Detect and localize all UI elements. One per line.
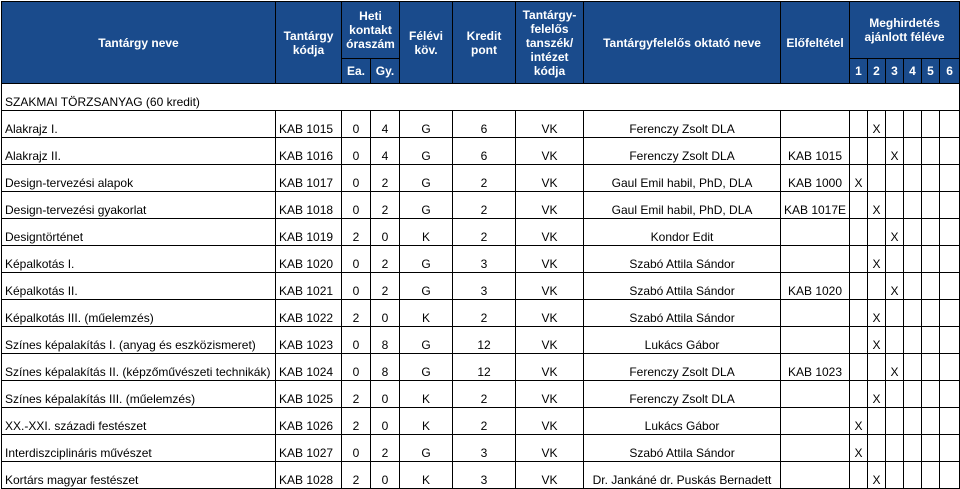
cell-semester-2: X xyxy=(868,246,886,273)
cell-credit: 2 xyxy=(453,408,516,435)
cell-eval: G xyxy=(400,111,453,138)
cell-semester-3 xyxy=(886,165,904,192)
cell-semester-6 xyxy=(940,165,960,192)
cell-semester-1 xyxy=(850,138,868,165)
cell-gy: 4 xyxy=(371,111,400,138)
table-row xyxy=(2,246,960,273)
cell-code: KAB 1017 xyxy=(276,165,342,192)
cell-semester-2: X xyxy=(868,192,886,219)
cell-teacher: Lukács Gábor xyxy=(584,408,781,435)
cell-ea: 2 xyxy=(342,462,371,489)
cell-teacher: Ferenczy Zsolt DLA xyxy=(584,354,781,381)
cell-dept: VK xyxy=(516,246,584,273)
cell-eval: G xyxy=(400,273,453,300)
cell-eval: K xyxy=(400,300,453,327)
cell-credit: 2 xyxy=(453,381,516,408)
cell-prereq xyxy=(781,327,850,354)
cell-semester-5 xyxy=(922,327,940,354)
header-teacher: Tantárgyfelelős oktató neve xyxy=(584,2,781,84)
cell-prereq: KAB 1015 xyxy=(781,138,850,165)
cell-name: Képalkotás II. xyxy=(2,273,276,300)
header-subject-name: Tantárgy neve xyxy=(2,2,276,84)
cell-eval: K xyxy=(400,381,453,408)
cell-gy: 0 xyxy=(371,408,400,435)
table-row xyxy=(2,138,960,165)
cell-name: Színes képalakítás I. (anyag és eszközismeret) xyxy=(2,327,276,354)
cell-semester-6 xyxy=(940,219,960,246)
header-sem-1: 1 xyxy=(850,59,868,84)
cell-semester-3 xyxy=(886,111,904,138)
section-title: SZAKMAI TÖRZSANYAG (60 kredit) xyxy=(2,84,960,111)
cell-gy: 0 xyxy=(371,219,400,246)
cell-name: Alakrajz I. xyxy=(2,111,276,138)
cell-semester-1: X xyxy=(850,165,868,192)
cell-credit: 6 xyxy=(453,138,516,165)
cell-semester-4 xyxy=(904,435,922,462)
cell-semester-1 xyxy=(850,219,868,246)
header-sem-4: 4 xyxy=(904,59,922,84)
cell-prereq xyxy=(781,111,850,138)
cell-name: Kortárs magyar festészet xyxy=(2,462,276,489)
cell-semester-4 xyxy=(904,192,922,219)
table-row xyxy=(2,111,960,138)
cell-name: Képalkotás I. xyxy=(2,246,276,273)
cell-name: XX.-XXI. századi festészet xyxy=(2,408,276,435)
cell-semester-3: X xyxy=(886,219,904,246)
cell-semester-6 xyxy=(940,246,960,273)
header-credit: Kredit pont xyxy=(453,2,516,84)
table-row xyxy=(2,354,960,381)
cell-ea: 2 xyxy=(342,219,371,246)
cell-credit: 12 xyxy=(453,354,516,381)
cell-code: KAB 1016 xyxy=(276,138,342,165)
cell-credit: 3 xyxy=(453,462,516,489)
table-row xyxy=(2,327,960,354)
cell-teacher: Ferenczy Zsolt DLA xyxy=(584,138,781,165)
cell-prereq xyxy=(781,381,850,408)
cell-teacher: Ferenczy Zsolt DLA xyxy=(584,381,781,408)
cell-gy: 0 xyxy=(371,300,400,327)
cell-semester-2: X xyxy=(868,381,886,408)
cell-code: KAB 1027 xyxy=(276,435,342,462)
cell-semester-5 xyxy=(922,138,940,165)
cell-semester-3 xyxy=(886,192,904,219)
cell-semester-6 xyxy=(940,111,960,138)
cell-semester-4 xyxy=(904,381,922,408)
cell-teacher: Gaul Emil habil, PhD, DLA xyxy=(584,165,781,192)
cell-dept: VK xyxy=(516,435,584,462)
cell-prereq xyxy=(781,219,850,246)
cell-credit: 3 xyxy=(453,273,516,300)
cell-eval: K xyxy=(400,462,453,489)
table-row xyxy=(2,408,960,435)
cell-name: Képalkotás III. (műelemzés) xyxy=(2,300,276,327)
cell-semester-4 xyxy=(904,300,922,327)
header-ea: Ea. xyxy=(342,59,371,84)
cell-ea: 0 xyxy=(342,354,371,381)
cell-credit: 3 xyxy=(453,435,516,462)
cell-semester-3 xyxy=(886,327,904,354)
cell-gy: 2 xyxy=(371,435,400,462)
cell-eval: G xyxy=(400,192,453,219)
header-gy: Gy. xyxy=(371,59,400,84)
cell-semester-2: X xyxy=(868,327,886,354)
cell-code: KAB 1026 xyxy=(276,408,342,435)
cell-name: Design-tervezési alapok xyxy=(2,165,276,192)
header-announced: Meghirdetés ajánlott féléve xyxy=(850,2,960,59)
cell-code: KAB 1025 xyxy=(276,381,342,408)
cell-semester-5 xyxy=(922,435,940,462)
table-row xyxy=(2,165,960,192)
cell-ea: 0 xyxy=(342,246,371,273)
cell-ea: 0 xyxy=(342,327,371,354)
cell-ea: 2 xyxy=(342,381,371,408)
cell-prereq: KAB 1017E xyxy=(781,192,850,219)
cell-semester-3 xyxy=(886,300,904,327)
cell-eval: G xyxy=(400,327,453,354)
header-semester-eval: Félévi köv. xyxy=(400,2,453,84)
cell-semester-2: X xyxy=(868,462,886,489)
cell-code: KAB 1018 xyxy=(276,192,342,219)
header-subject-code: Tantárgy kódja xyxy=(276,2,342,84)
cell-semester-1 xyxy=(850,273,868,300)
cell-dept: VK xyxy=(516,381,584,408)
cell-code: KAB 1019 xyxy=(276,219,342,246)
cell-semester-2 xyxy=(868,165,886,192)
cell-semester-1 xyxy=(850,111,868,138)
cell-semester-5 xyxy=(922,354,940,381)
cell-semester-5 xyxy=(922,273,940,300)
cell-semester-6 xyxy=(940,192,960,219)
table-row xyxy=(2,435,960,462)
table-row xyxy=(2,192,960,219)
cell-semester-3 xyxy=(886,435,904,462)
cell-semester-2: X xyxy=(868,111,886,138)
header-prereq: Előfeltétel xyxy=(781,2,850,84)
cell-semester-6 xyxy=(940,327,960,354)
table-row xyxy=(2,462,960,489)
cell-semester-6 xyxy=(940,138,960,165)
cell-semester-1 xyxy=(850,192,868,219)
cell-dept: VK xyxy=(516,219,584,246)
cell-semester-6 xyxy=(940,408,960,435)
cell-gy: 8 xyxy=(371,354,400,381)
cell-gy: 2 xyxy=(371,192,400,219)
cell-prereq xyxy=(781,300,850,327)
cell-ea: 0 xyxy=(342,192,371,219)
cell-semester-5 xyxy=(922,408,940,435)
header-sem-6: 6 xyxy=(940,59,960,84)
cell-teacher: Szabó Attila Sándor xyxy=(584,246,781,273)
cell-teacher: Lukács Gábor xyxy=(584,327,781,354)
cell-gy: 4 xyxy=(371,138,400,165)
cell-semester-6 xyxy=(940,300,960,327)
cell-code: KAB 1024 xyxy=(276,354,342,381)
cell-semester-1: X xyxy=(850,408,868,435)
cell-name: Színes képalakítás II. (képzőművészeti technikák) xyxy=(2,354,276,381)
cell-semester-1 xyxy=(850,327,868,354)
header-sem-3: 3 xyxy=(886,59,904,84)
cell-credit: 3 xyxy=(453,246,516,273)
cell-semester-2 xyxy=(868,273,886,300)
cell-semester-5 xyxy=(922,300,940,327)
cell-teacher: Kondor Edit xyxy=(584,219,781,246)
cell-semester-5 xyxy=(922,462,940,489)
cell-semester-5 xyxy=(922,165,940,192)
cell-semester-2 xyxy=(868,408,886,435)
cell-dept: VK xyxy=(516,300,584,327)
cell-semester-6 xyxy=(940,273,960,300)
header-dept-code: Tantárgy-felelős tanszék/ intézet kódja xyxy=(516,2,584,84)
cell-credit: 6 xyxy=(453,111,516,138)
cell-dept: VK xyxy=(516,462,584,489)
cell-semester-3 xyxy=(886,381,904,408)
cell-ea: 0 xyxy=(342,435,371,462)
cell-dept: VK xyxy=(516,273,584,300)
cell-dept: VK xyxy=(516,138,584,165)
cell-ea: 2 xyxy=(342,300,371,327)
cell-ea: 0 xyxy=(342,273,371,300)
header-sem-5: 5 xyxy=(922,59,940,84)
cell-semester-3: X xyxy=(886,138,904,165)
table-row xyxy=(2,219,960,246)
cell-semester-5 xyxy=(922,111,940,138)
cell-dept: VK xyxy=(516,165,584,192)
cell-semester-2: X xyxy=(868,300,886,327)
cell-ea: 0 xyxy=(342,138,371,165)
cell-name: Alakrajz II. xyxy=(2,138,276,165)
cell-prereq xyxy=(781,462,850,489)
curriculum-table xyxy=(1,1,960,489)
cell-eval: G xyxy=(400,435,453,462)
cell-name: Interdiszciplináris művészet xyxy=(2,435,276,462)
header-weekly-hours: Heti kontakt óraszám xyxy=(342,2,400,59)
cell-teacher: Szabó Attila Sándor xyxy=(584,435,781,462)
cell-credit: 2 xyxy=(453,300,516,327)
cell-credit: 2 xyxy=(453,192,516,219)
table-row xyxy=(2,300,960,327)
cell-gy: 2 xyxy=(371,246,400,273)
cell-eval: G xyxy=(400,165,453,192)
cell-gy: 2 xyxy=(371,165,400,192)
cell-semester-4 xyxy=(904,462,922,489)
cell-name: Színes képalakítás III. (műelemzés) xyxy=(2,381,276,408)
cell-semester-2 xyxy=(868,138,886,165)
cell-semester-3: X xyxy=(886,273,904,300)
cell-prereq: KAB 1000 xyxy=(781,165,850,192)
cell-eval: G xyxy=(400,246,453,273)
cell-credit: 12 xyxy=(453,327,516,354)
cell-name: Designtörténet xyxy=(2,219,276,246)
cell-name: Design-tervezési gyakorlat xyxy=(2,192,276,219)
cell-code: KAB 1028 xyxy=(276,462,342,489)
cell-prereq xyxy=(781,246,850,273)
cell-prereq: KAB 1020 xyxy=(781,273,850,300)
cell-prereq: KAB 1023 xyxy=(781,354,850,381)
cell-eval: K xyxy=(400,219,453,246)
cell-eval: G xyxy=(400,138,453,165)
cell-ea: 0 xyxy=(342,111,371,138)
cell-code: KAB 1020 xyxy=(276,246,342,273)
cell-dept: VK xyxy=(516,354,584,381)
cell-semester-4 xyxy=(904,246,922,273)
cell-teacher: Szabó Attila Sándor xyxy=(584,273,781,300)
cell-semester-3 xyxy=(886,462,904,489)
cell-semester-4 xyxy=(904,354,922,381)
cell-code: KAB 1015 xyxy=(276,111,342,138)
cell-semester-4 xyxy=(904,219,922,246)
cell-semester-4 xyxy=(904,138,922,165)
cell-ea: 2 xyxy=(342,408,371,435)
cell-semester-6 xyxy=(940,462,960,489)
cell-semester-2 xyxy=(868,354,886,381)
cell-semester-4 xyxy=(904,111,922,138)
cell-semester-4 xyxy=(904,408,922,435)
cell-eval: G xyxy=(400,354,453,381)
cell-semester-3 xyxy=(886,408,904,435)
cell-gy: 0 xyxy=(371,381,400,408)
cell-teacher: Gaul Emil habil, PhD, DLA xyxy=(584,192,781,219)
cell-prereq xyxy=(781,408,850,435)
cell-semester-1 xyxy=(850,354,868,381)
cell-code: KAB 1022 xyxy=(276,300,342,327)
header-sem-2: 2 xyxy=(868,59,886,84)
cell-gy: 2 xyxy=(371,273,400,300)
cell-semester-3: X xyxy=(886,354,904,381)
cell-semester-2 xyxy=(868,435,886,462)
cell-semester-6 xyxy=(940,354,960,381)
cell-semester-1 xyxy=(850,246,868,273)
cell-semester-1 xyxy=(850,462,868,489)
table-row xyxy=(2,381,960,408)
cell-teacher: Dr. Jankáné dr. Puskás Bernadett xyxy=(584,462,781,489)
cell-semester-4 xyxy=(904,273,922,300)
cell-semester-6 xyxy=(940,435,960,462)
cell-semester-1: X xyxy=(850,435,868,462)
cell-semester-1 xyxy=(850,381,868,408)
cell-semester-5 xyxy=(922,246,940,273)
cell-semester-6 xyxy=(940,381,960,408)
cell-semester-4 xyxy=(904,327,922,354)
cell-semester-2 xyxy=(868,219,886,246)
cell-credit: 2 xyxy=(453,219,516,246)
cell-teacher: Szabó Attila Sándor xyxy=(584,300,781,327)
cell-dept: VK xyxy=(516,408,584,435)
cell-semester-4 xyxy=(904,165,922,192)
cell-prereq xyxy=(781,435,850,462)
cell-dept: VK xyxy=(516,111,584,138)
cell-semester-5 xyxy=(922,219,940,246)
cell-gy: 0 xyxy=(371,462,400,489)
cell-semester-5 xyxy=(922,381,940,408)
cell-gy: 8 xyxy=(371,327,400,354)
cell-teacher: Ferenczy Zsolt DLA xyxy=(584,111,781,138)
cell-ea: 0 xyxy=(342,165,371,192)
cell-eval: K xyxy=(400,408,453,435)
cell-semester-1 xyxy=(850,300,868,327)
cell-dept: VK xyxy=(516,327,584,354)
cell-credit: 2 xyxy=(453,165,516,192)
cell-code: KAB 1021 xyxy=(276,273,342,300)
cell-dept: VK xyxy=(516,192,584,219)
cell-semester-3 xyxy=(886,246,904,273)
table-row xyxy=(2,273,960,300)
cell-semester-5 xyxy=(922,192,940,219)
cell-code: KAB 1023 xyxy=(276,327,342,354)
